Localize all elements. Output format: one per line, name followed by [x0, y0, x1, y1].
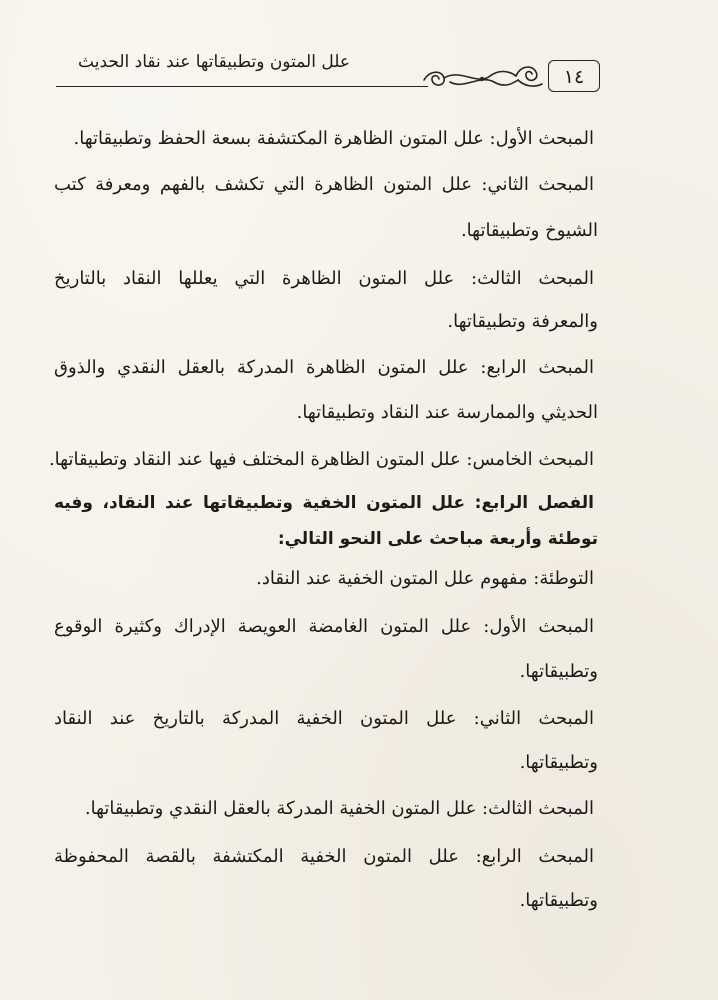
toc-line-14: المبحث الثالث: علل المتون الخفية المدركة بالعقل النقدي وتطبيقاتها.: [84, 798, 594, 819]
header-rule: [56, 86, 428, 87]
toc-line-3: الشيوخ وتطبيقاتها.: [460, 220, 598, 241]
running-header-title: علل المتون وتطبيقاتها عند نقاد الحديث: [78, 52, 350, 72]
toc-line-4: المبحث الثالث: علل المتون الظاهرة التي يعللها النقاد بالتاريخ: [54, 268, 594, 289]
toc-line-11: وتطبيقاتها.: [519, 661, 598, 682]
ornament-icon: [420, 60, 546, 94]
toc-line-8: المبحث الخامس: علل المتون الظاهرة المختلف فيها عند النقاد وتطبيقاتها.: [48, 449, 594, 470]
chapter-heading-line-1: الفصل الرابع: علل المتون الخفية وتطبيقاتها عند النقاد، وفيه: [54, 493, 594, 513]
toc-line-2: المبحث الثاني: علل المتون الظاهرة التي تكشف بالفهم ومعرفة كتب: [54, 174, 594, 195]
toc-line-16: وتطبيقاتها.: [519, 890, 598, 911]
toc-line-13: وتطبيقاتها.: [519, 752, 598, 773]
toc-line-12: المبحث الثاني: علل المتون الخفية المدركة بالتاريخ عند النقاد: [54, 708, 594, 729]
toc-line-7: الحديثي والممارسة عند النقاد وتطبيقاتها.: [296, 402, 598, 423]
toc-line-9: التوطئة: مفهوم علل المتون الخفية عند النقاد.: [256, 568, 594, 589]
chapter-heading-line-2: توطئة وأربعة مباحث على النحو التالي:: [277, 529, 598, 549]
toc-line-1: المبحث الأول: علل المتون الظاهرة المكتشفة بسعة الحفظ وتطبيقاتها.: [73, 128, 594, 149]
toc-line-15: المبحث الرابع: علل المتون الخفية المكتشفة بالقصة المحفوظة: [54, 846, 594, 867]
toc-line-10: المبحث الأول: علل المتون الغامضة العويصة الإدراك وكثيرة الوقوع: [54, 616, 594, 637]
toc-line-5: والمعرفة وتطبيقاتها.: [447, 311, 598, 332]
toc-line-6: المبحث الرابع: علل المتون الظاهرة المدركة بالعقل النقدي والذوق: [54, 357, 594, 378]
page-number: ١٤: [548, 60, 600, 92]
